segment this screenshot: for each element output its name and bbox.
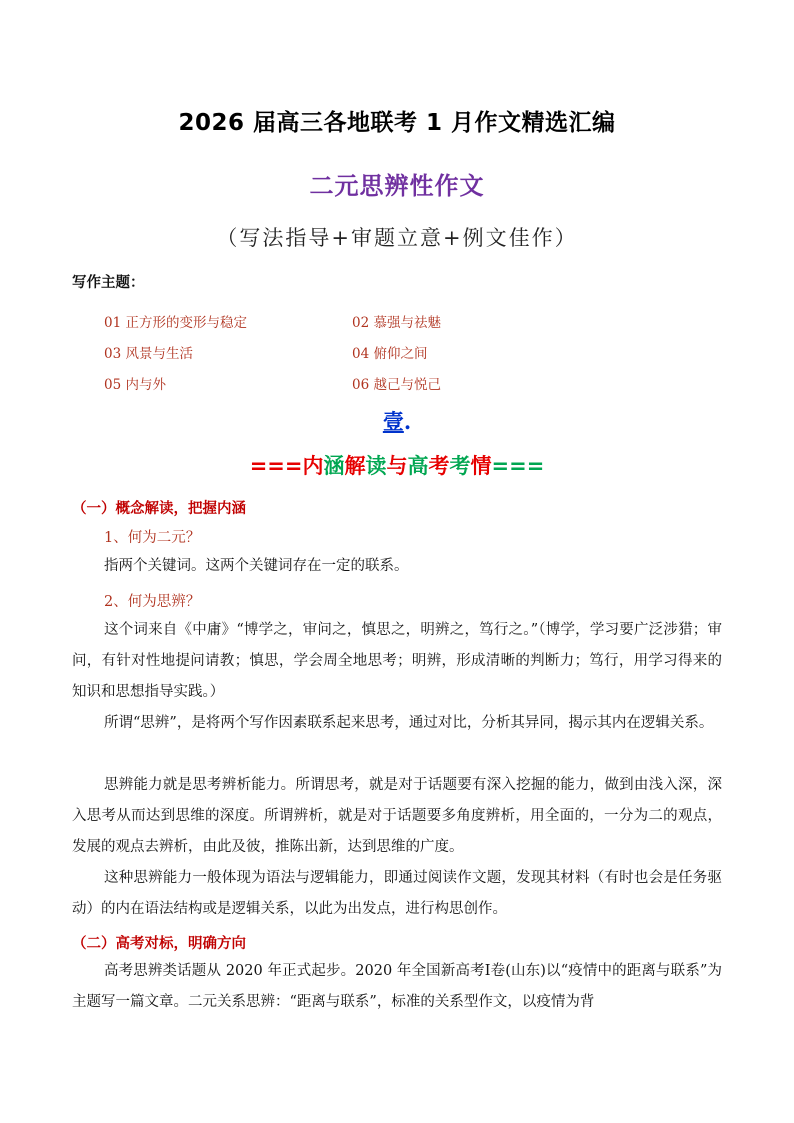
paragraph-zhongyong: 这个词来自《中庸》“博学之，审问之，慎思之，明辨之，笃行之。”（博学，学习要广泛涉猎；审问，有针对性地提问请教；慎思，学会周全地思考；明辨，形成清晰的判断力；笃行，用学习得来的知识和思想指导实践。） [72,622,722,700]
topics-label: 写作主题： [72,275,145,291]
banner-char: 高 [407,454,429,478]
topic-item: 05 内与外 [104,377,166,393]
document-title: 2026 届高三各地联考 1 月作文精选汇编 [178,110,616,136]
banner-char: 涵 [323,454,345,478]
banner-char: 与 [386,454,408,478]
banner-char: 解 [344,454,366,478]
topic-item: 02 慕强与祛魅 [352,315,441,331]
topic-item: 03 风景与生活 [104,346,193,362]
section-number-text: 壹 [382,409,404,434]
banner-prefix: === [249,454,303,478]
answer-1: 指两个关键词。这两个关键词存在一定的联系。 [104,558,409,574]
paragraph-sibian: 所谓“思辨”，是将两个写作因素联系起来思考，通过对比，分析其异同，揭示其内在逻辑关系。 [104,715,714,731]
banner-char: 情 [470,454,492,478]
banner-suffix: === [491,454,545,478]
paragraph-logic: 这种思辨能力一般体现为语法与逻辑能力，即通过阅读作文题，发现其材料（有时也会是任务驱动）的内在语法结构或是逻辑关系，以此为出发点，进行构思创作。 [72,870,722,917]
section-banner [0,450,794,480]
topic-item: 01 正方形的变形与稳定 [104,315,247,331]
section1-heading: （一）概念解读，把握内涵 [72,500,246,517]
topic-item: 04 俯仰之间 [352,346,428,362]
topic-item: 06 越己与悦己 [352,377,441,393]
paragraph-ability: 思辨能力就是思考辨析能力。所谓思考，就是对于话题要有深入挖掘的能力，做到由浅入深，深入思考从而达到思维的深度。所谓辨析，就是对于话题要多角度辨析，用全面的，一分为二的观点，发展的观点去辨析，由此及彼，推陈出新，达到思维的广度。 [72,777,722,855]
document-subsubtitle: （写法指导+审题立意+例文佳作） [216,226,578,250]
banner-char: 考 [428,454,450,478]
question-1: 1、何为二元？ [104,530,201,546]
section-number [0,406,794,436]
banner-char: 考 [449,454,471,478]
section2-heading: （二）高考对标，明确方向 [72,935,246,952]
question-2: 2、何为思辨？ [104,594,201,610]
banner-char: 读 [365,454,387,478]
banner-char: 内 [302,454,324,478]
document-subtitle: 二元思辨性作文 [309,172,485,200]
paragraph-gaokao: 高考思辨类话题从 2020 年正式起步。2020 年全国新高考Ⅰ卷(山东)以“疫情中的距离与联系”为主题写一篇文章。二元关系思辨：“距离与联系”，标准的关系型作文，以疫情为背 [72,963,722,1010]
section-number-suffix: . [403,409,412,434]
